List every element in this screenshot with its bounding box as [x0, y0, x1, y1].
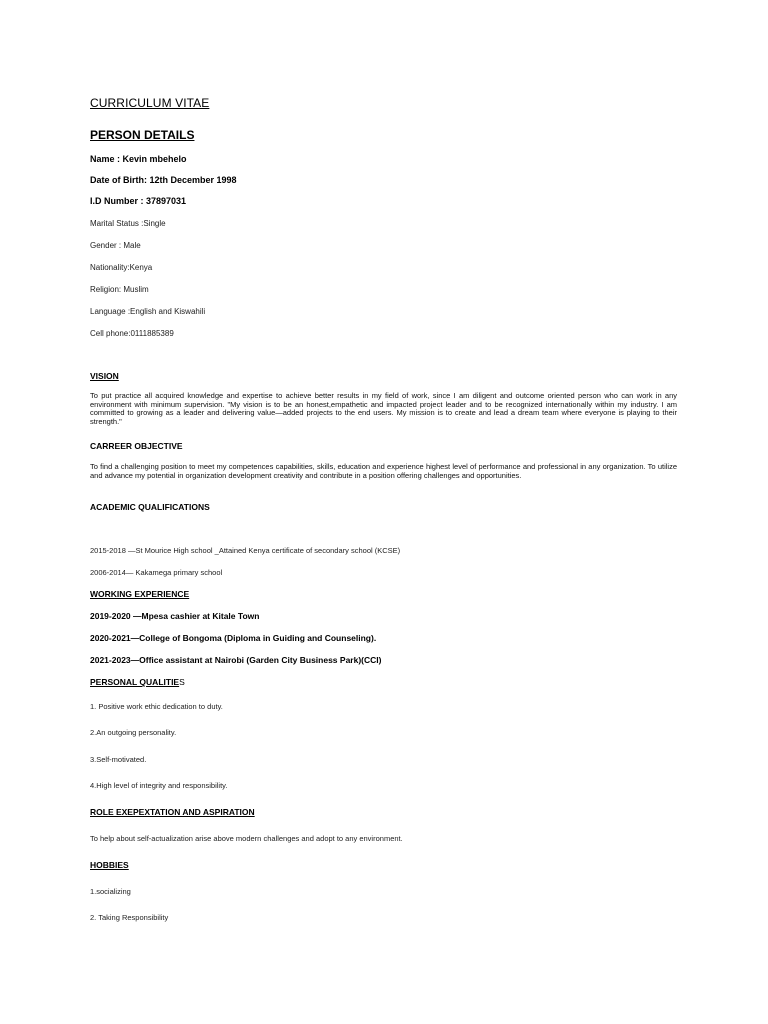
- quality-item: 3.Self-motivated.: [90, 755, 147, 764]
- quality-item: 4.High level of integrity and responsibility.: [90, 781, 228, 790]
- academic-item: 2015-2018 —St Mourice High school _Attained Kenya certificate of secondary school (KCSE): [90, 546, 401, 555]
- personal-qualities-heading: [90, 677, 185, 687]
- document-title: CURRICULUM VITAE: [90, 96, 210, 110]
- personal-qualities-heading-tail: S: [179, 677, 185, 687]
- gender-line: Gender : Male: [90, 241, 141, 250]
- language-line: Language :English and Kiswahili: [90, 307, 206, 316]
- career-objective-heading: CARREER OBJECTIVE: [90, 441, 183, 451]
- quality-item: 2.An outgoing personality.: [90, 728, 177, 737]
- vision-paragraph: To put practice all acquired knowledge and expertise to achieve better results in my field of work, since I am diligent and outcome oriented person who can work in any environment with minimum supervision. "My vision is to be an honest,empathetic and impacted project leader and to be recognized internationally within my industry. I am committed to growing as a leader and delivering value—added projects to the end users. My mission is to create and lead a dream team where everyone is playing to their strength.": [90, 391, 677, 426]
- id-number-line: I.D Number : 37897031: [90, 196, 187, 206]
- religion-line: Religion: Muslim: [90, 285, 149, 294]
- hobby-item: 2. Taking Responsibility: [90, 913, 169, 922]
- hobby-item: 1.socializing: [90, 887, 131, 896]
- role-expectation-text: To help about self-actualization arise above modern challenges and adopt to any environment.: [90, 834, 403, 843]
- cell-phone-line: Cell phone:0111885389: [90, 329, 174, 338]
- dob-line: Date of Birth: 12th December 1998: [90, 175, 237, 185]
- academic-heading: ACADEMIC QUALIFICATIONS: [90, 502, 210, 512]
- person-details-heading: PERSON DETAILS: [90, 128, 195, 142]
- name-line: Name : Kevin mbehelo: [90, 154, 187, 164]
- career-objective-paragraph: To find a challenging position to meet my competences capabilities, skills, education and experience highest level of performance and professional in any organization. To utilize and advance my potential in organization development creativity and contribute in a position offering challenges and opportunities.: [90, 462, 677, 480]
- vision-heading: VISION: [90, 371, 119, 381]
- academic-item: 2006-2014— Kakamega primary school: [90, 568, 223, 577]
- role-expectation-heading: ROLE EXEPEXTATION AND ASPIRATION: [90, 807, 255, 817]
- experience-item: 2021-2023—Office assistant at Nairobi (Garden City Business Park)(CCI): [90, 655, 382, 665]
- quality-item: 1. Positive work ethic dedication to duty.: [90, 702, 223, 711]
- working-experience-heading: WORKING EXPERIENCE: [90, 589, 190, 599]
- experience-item: 2020-2021—College of Bongoma (Diploma in Guiding and Counseling).: [90, 633, 377, 643]
- personal-qualities-heading-underlined: PERSONAL QUALITIE: [90, 677, 180, 687]
- hobbies-heading: HOBBIES: [90, 860, 129, 870]
- marital-status-line: Marital Status :Single: [90, 219, 166, 228]
- experience-item: 2019-2020 —Mpesa cashier at Kitale Town: [90, 611, 260, 621]
- nationality-line: Nationality:Kenya: [90, 263, 153, 272]
